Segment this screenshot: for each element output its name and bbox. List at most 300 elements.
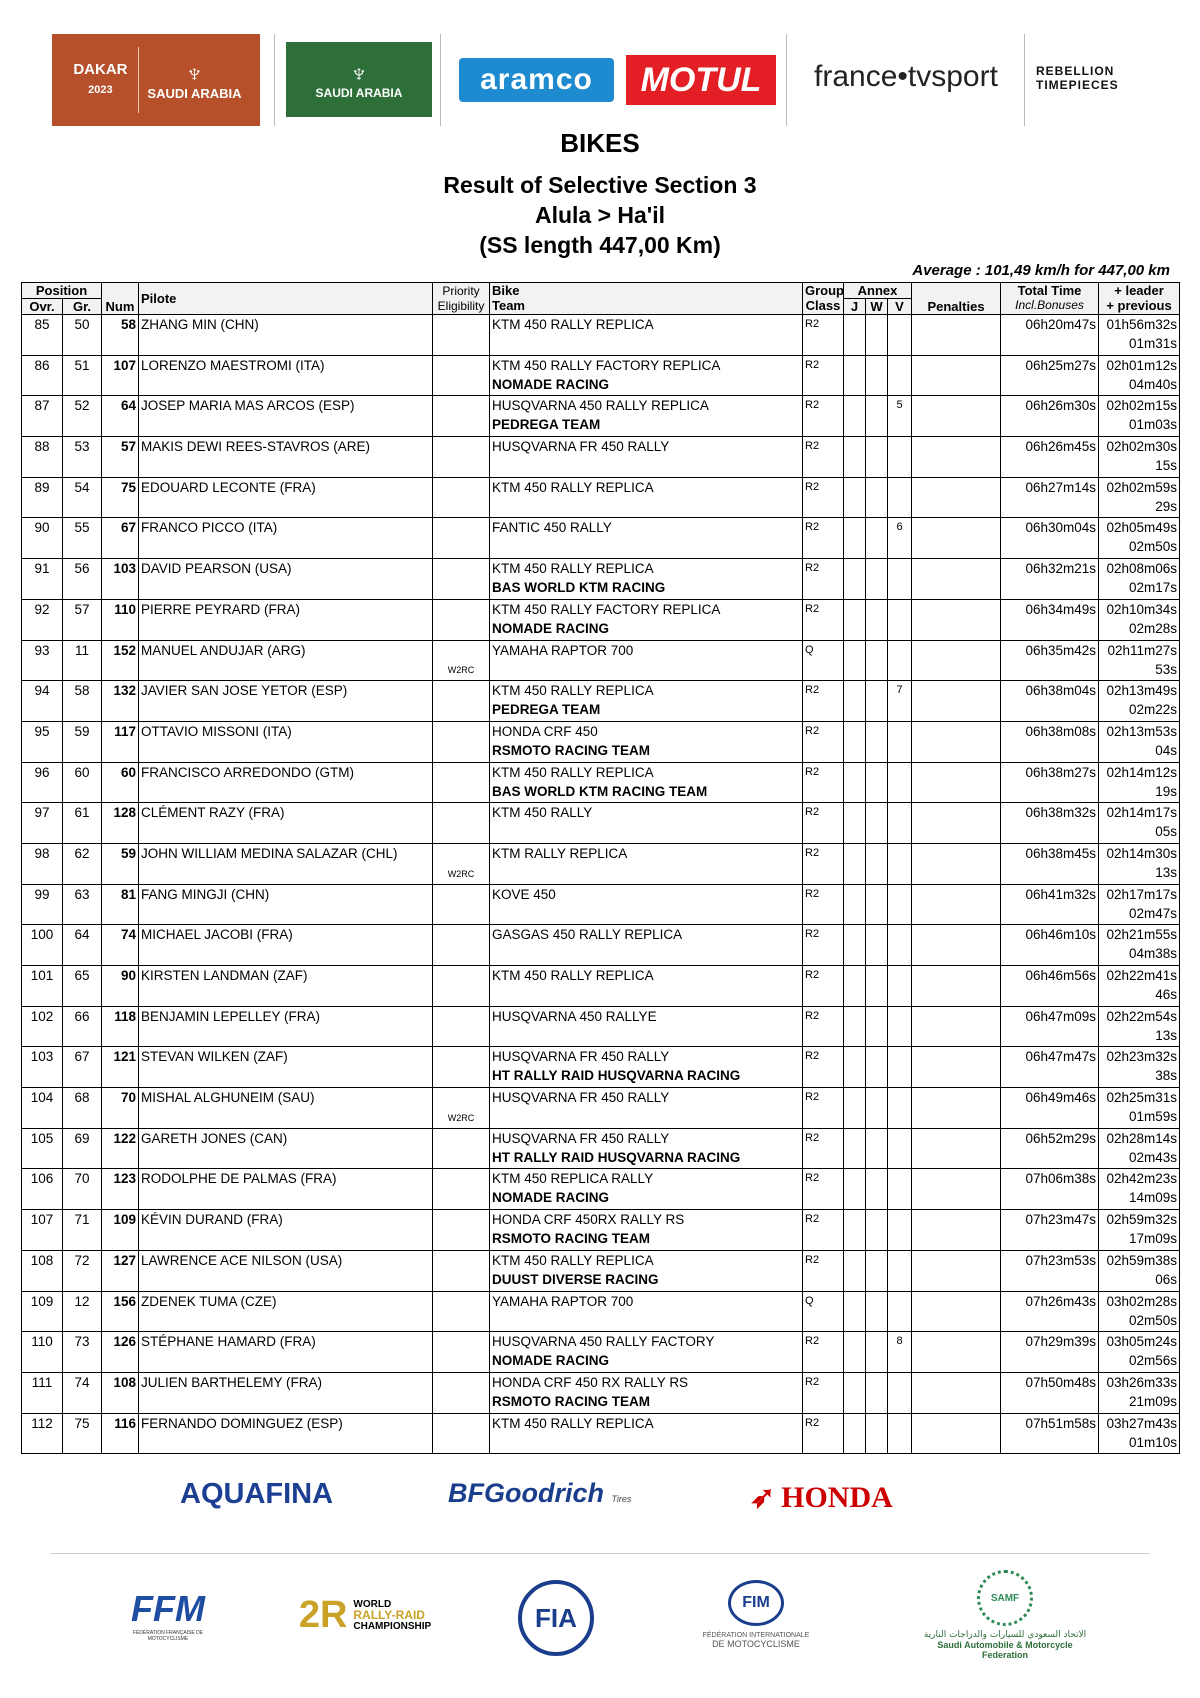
cell-annex-v xyxy=(888,1372,912,1413)
col-total-label: Total Time xyxy=(1017,283,1082,298)
cell-annex-j xyxy=(844,640,866,681)
bike-name: KTM 450 RALLY REPLICA xyxy=(492,1415,654,1431)
cell-pilote: EDOUARD LECONTE (FRA) xyxy=(139,477,433,518)
cell-annex-j xyxy=(844,315,866,356)
cell-class: R2 xyxy=(803,1250,844,1291)
cell-num: 108 xyxy=(102,1372,139,1413)
cell-gr: 59 xyxy=(63,721,102,762)
table-row xyxy=(22,721,1180,762)
bike-name: HONDA CRF 450RX RALLY RS xyxy=(492,1212,685,1228)
team-name: HT RALLY RAID HUSQVARNA RACING xyxy=(492,1149,741,1165)
cell-penalties xyxy=(912,1169,1001,1210)
col-priority: Priority Eligibility xyxy=(433,283,490,315)
cell-gaps xyxy=(1099,966,1180,1007)
cell-gaps xyxy=(1099,518,1180,559)
cell-gr: 70 xyxy=(63,1169,102,1210)
cell-num: 57 xyxy=(102,437,139,478)
cell-annex-j xyxy=(844,1372,866,1413)
bike-name: KTM 450 RALLY REPLICA xyxy=(492,317,654,332)
cell-annex-j xyxy=(844,1169,866,1210)
cell-ovr: 96 xyxy=(22,762,63,803)
cell-ovr: 97 xyxy=(22,803,63,844)
gap-leader: 03h05m24s xyxy=(1106,1334,1178,1350)
cell-annex-w xyxy=(866,1291,888,1332)
table-row xyxy=(22,559,1180,600)
cell-ovr: 99 xyxy=(22,884,63,925)
cell-gr: 61 xyxy=(63,803,102,844)
cell-gaps xyxy=(1099,884,1180,925)
cell-total-time: 06h26m45s xyxy=(1001,437,1099,478)
cell-class: R2 xyxy=(803,315,844,356)
cell-priority xyxy=(433,1047,490,1088)
table-row xyxy=(22,925,1180,966)
cell-gaps xyxy=(1099,559,1180,600)
col-bike: Bike xyxy=(492,283,520,298)
cell-class: R2 xyxy=(803,721,844,762)
cell-pilote: FANG MINGJI (CHN) xyxy=(139,884,433,925)
bike-name: HUSQVARNA 450 RALLY FACTORY xyxy=(492,1334,715,1350)
cell-annex-w xyxy=(866,681,888,722)
gap-leader: 02h28m14s xyxy=(1106,1130,1178,1146)
cell-ovr: 100 xyxy=(22,925,63,966)
bike-name: KTM 450 RALLY REPLICA xyxy=(492,561,654,577)
cell-bike-team xyxy=(490,762,803,803)
ffm-mark: FFM xyxy=(131,1588,205,1629)
table-row xyxy=(22,599,1180,640)
cell-class: R2 xyxy=(803,762,844,803)
gap-leader: 02h17m17s xyxy=(1106,886,1178,902)
gap-leader: 02h01m12s xyxy=(1106,357,1178,373)
cell-gaps xyxy=(1099,315,1180,356)
col-annex-v: V xyxy=(888,299,912,315)
motul-logo: MOTUL xyxy=(626,55,776,105)
gap-previous: 02m28s xyxy=(1128,620,1178,636)
col-ovr: Ovr. xyxy=(22,299,63,315)
dakar-year: 2023 xyxy=(88,84,113,96)
table-row xyxy=(22,640,1180,681)
cell-gaps xyxy=(1099,640,1180,681)
cell-annex-j xyxy=(844,1291,866,1332)
cell-total-time: 07h51m58s xyxy=(1001,1413,1099,1454)
cell-total-time: 07h29m39s xyxy=(1001,1332,1099,1373)
table-row xyxy=(22,477,1180,518)
cell-pilote: MANUEL ANDUJAR (ARG) xyxy=(139,640,433,681)
cell-ovr: 88 xyxy=(22,437,63,478)
cell-penalties xyxy=(912,437,1001,478)
cell-class: R2 xyxy=(803,966,844,1007)
cell-gr: 74 xyxy=(63,1372,102,1413)
gap-previous: 01m03s xyxy=(1128,417,1178,433)
cell-class: Q xyxy=(803,1291,844,1332)
cell-gaps xyxy=(1099,1169,1180,1210)
cell-annex-v: 6 xyxy=(888,518,912,559)
cell-num: 118 xyxy=(102,1006,139,1047)
cell-gr: 68 xyxy=(63,1088,102,1129)
cell-ovr: 98 xyxy=(22,843,63,884)
col-total-time xyxy=(1001,283,1099,315)
cell-annex-w xyxy=(866,1372,888,1413)
cell-annex-j xyxy=(844,437,866,478)
cell-pilote: GARETH JONES (CAN) xyxy=(139,1128,433,1169)
cell-bike-team xyxy=(490,396,803,437)
team-name: PEDREGA TEAM xyxy=(492,702,601,718)
cell-priority xyxy=(433,1372,490,1413)
table-row xyxy=(22,803,1180,844)
cell-bike-team xyxy=(490,843,803,884)
cell-priority xyxy=(433,925,490,966)
cell-gr: 73 xyxy=(63,1332,102,1373)
cell-num: 128 xyxy=(102,803,139,844)
cell-annex-w xyxy=(866,437,888,478)
cell-total-time: 06h41m32s xyxy=(1001,884,1099,925)
bike-name: YAMAHA RAPTOR 700 xyxy=(492,642,634,658)
honda-wing-icon: ➶ xyxy=(750,1481,776,1514)
cell-class: R2 xyxy=(803,559,844,600)
cell-penalties xyxy=(912,843,1001,884)
table-row xyxy=(22,966,1180,1007)
cell-gr: 64 xyxy=(63,925,102,966)
cell-class: R2 xyxy=(803,1169,844,1210)
cell-gaps xyxy=(1099,681,1180,722)
cell-class: R2 xyxy=(803,1332,844,1373)
cell-priority xyxy=(433,762,490,803)
gap-leader: 02h13m49s xyxy=(1106,683,1178,699)
cell-total-time: 07h23m53s xyxy=(1001,1250,1099,1291)
cell-bike-team xyxy=(490,884,803,925)
cell-bike-team xyxy=(490,599,803,640)
cell-annex-w xyxy=(866,640,888,681)
cell-penalties xyxy=(912,1291,1001,1332)
header-separator xyxy=(786,34,787,126)
cell-gr: 51 xyxy=(63,355,102,396)
cell-total-time: 06h26m30s xyxy=(1001,396,1099,437)
cell-annex-w xyxy=(866,518,888,559)
cell-ovr: 105 xyxy=(22,1128,63,1169)
bfgoodrich-logo xyxy=(448,1478,631,1509)
gap-leader: 02h22m54s xyxy=(1106,1008,1178,1024)
cell-total-time: 06h32m21s xyxy=(1001,559,1099,600)
cell-pilote: JOSEP MARIA MAS ARCOS (ESP) xyxy=(139,396,433,437)
cell-total-time: 06h38m32s xyxy=(1001,803,1099,844)
cell-num: 121 xyxy=(102,1047,139,1088)
cell-pilote: JOHN WILLIAM MEDINA SALAZAR (CHL) xyxy=(139,843,433,884)
col-leader: + leader xyxy=(1114,283,1164,298)
aquafina-logo: AQUAFINA xyxy=(180,1478,334,1510)
cell-annex-v xyxy=(888,1169,912,1210)
cell-pilote: MICHAEL JACOBI (FRA) xyxy=(139,925,433,966)
col-gr: Gr. xyxy=(63,299,102,315)
cell-bike-team xyxy=(490,355,803,396)
gap-previous: 04m40s xyxy=(1128,376,1178,392)
team-name: BAS WORLD KTM RACING TEAM xyxy=(492,783,708,799)
rebellion-logo: REBELLION TIMEPIECES xyxy=(1036,64,1119,92)
dakar-mark xyxy=(70,62,130,98)
cell-annex-j xyxy=(844,803,866,844)
cell-bike-team xyxy=(490,640,803,681)
gap-leader: 02h14m12s xyxy=(1106,764,1178,780)
col-gaps xyxy=(1099,283,1180,315)
aramco-logo: aramco xyxy=(459,58,614,102)
col-annex-w: W xyxy=(866,299,888,315)
cell-annex-j xyxy=(844,925,866,966)
cell-gaps xyxy=(1099,1047,1180,1088)
gap-previous: 13s xyxy=(1155,864,1178,880)
cell-gaps xyxy=(1099,437,1180,478)
bike-name: KTM 450 RALLY REPLICA xyxy=(492,764,654,780)
cell-class: R2 xyxy=(803,803,844,844)
cell-annex-j xyxy=(844,1413,866,1454)
cell-pilote: RODOLPHE DE PALMAS (FRA) xyxy=(139,1169,433,1210)
cell-num: 75 xyxy=(102,477,139,518)
cell-pilote: LORENZO MAESTROMI (ITA) xyxy=(139,355,433,396)
gap-previous: 06s xyxy=(1155,1271,1178,1287)
gap-previous: 02m56s xyxy=(1128,1353,1178,1369)
cell-bike-team xyxy=(490,966,803,1007)
cell-gaps xyxy=(1099,1128,1180,1169)
table-row xyxy=(22,437,1180,478)
cell-penalties xyxy=(912,355,1001,396)
gap-leader: 02h08m06s xyxy=(1106,561,1178,577)
cell-ovr: 94 xyxy=(22,681,63,722)
gap-previous: 15s xyxy=(1155,458,1178,474)
samf-emblem: SAMF xyxy=(977,1570,1033,1626)
team-name: RSMOTO RACING TEAM xyxy=(492,1393,650,1409)
samf-english: Saudi Automobile & Motorcycle Federation xyxy=(937,1640,1073,1660)
cell-penalties xyxy=(912,1006,1001,1047)
cell-gaps xyxy=(1099,1210,1180,1251)
cell-bike-team xyxy=(490,1128,803,1169)
cell-penalties xyxy=(912,1372,1001,1413)
table-row xyxy=(22,1169,1180,1210)
cell-pilote: STÉPHANE HAMARD (FRA) xyxy=(139,1332,433,1373)
table-row xyxy=(22,1291,1180,1332)
cell-annex-v: 8 xyxy=(888,1332,912,1373)
cell-priority xyxy=(433,1332,490,1373)
cell-bike-team xyxy=(490,518,803,559)
average-speed: Average : 101,49 km/h for 447,00 km xyxy=(912,262,1170,279)
cell-pilote: MAKIS DEWI REES-STAVROS (ARE) xyxy=(139,437,433,478)
cell-num: 123 xyxy=(102,1169,139,1210)
team-name: RSMOTO RACING TEAM xyxy=(492,742,650,758)
cell-pilote: DAVID PEARSON (USA) xyxy=(139,559,433,600)
cell-pilote: ZHANG MIN (CHN) xyxy=(139,315,433,356)
cell-num: 64 xyxy=(102,396,139,437)
cell-ovr: 93 xyxy=(22,640,63,681)
cell-annex-v xyxy=(888,355,912,396)
cell-num: 110 xyxy=(102,599,139,640)
team-name: NOMADE RACING xyxy=(492,1353,609,1369)
cell-class: R2 xyxy=(803,1047,844,1088)
table-row xyxy=(22,518,1180,559)
cell-annex-w xyxy=(866,315,888,356)
cell-class: R2 xyxy=(803,843,844,884)
cell-bike-team xyxy=(490,1372,803,1413)
cell-priority xyxy=(433,559,490,600)
cell-bike-team xyxy=(490,1413,803,1454)
cell-ovr: 102 xyxy=(22,1006,63,1047)
dakar-divider xyxy=(138,47,139,113)
cell-gaps xyxy=(1099,925,1180,966)
cell-gr: 65 xyxy=(63,966,102,1007)
cell-bike-team xyxy=(490,803,803,844)
cell-priority xyxy=(433,1413,490,1454)
cell-gr: 69 xyxy=(63,1128,102,1169)
cell-annex-j xyxy=(844,559,866,600)
col-penalties: Penalties xyxy=(912,283,1001,315)
col-annex: Annex xyxy=(844,283,912,299)
cell-annex-j xyxy=(844,518,866,559)
table-row xyxy=(22,1250,1180,1291)
team-name: BAS WORLD KTM RACING xyxy=(492,580,666,596)
dakar-saudi-logo xyxy=(52,34,260,126)
team-name: DUUST DIVERSE RACING xyxy=(492,1271,659,1287)
cell-annex-w xyxy=(866,803,888,844)
bike-name: KOVE 450 xyxy=(492,886,556,902)
gap-previous: 02m50s xyxy=(1128,539,1178,555)
gap-previous: 19s xyxy=(1155,783,1178,799)
cell-annex-v xyxy=(888,1006,912,1047)
cell-ovr: 85 xyxy=(22,315,63,356)
cell-ovr: 104 xyxy=(22,1088,63,1129)
cell-priority xyxy=(433,477,490,518)
cell-gr: 71 xyxy=(63,1210,102,1251)
gap-leader: 02h42m23s xyxy=(1106,1171,1178,1187)
table-row xyxy=(22,1372,1180,1413)
w2rc-line3: CHAMPIONSHIP xyxy=(353,1620,432,1632)
cell-bike-team xyxy=(490,1169,803,1210)
cell-penalties xyxy=(912,1250,1001,1291)
cell-bike-team xyxy=(490,1332,803,1373)
cell-pilote: STEVAN WILKEN (ZAF) xyxy=(139,1047,433,1088)
cell-class: R2 xyxy=(803,1413,844,1454)
fim-logo xyxy=(686,1574,826,1654)
cell-annex-v xyxy=(888,1047,912,1088)
cell-annex-j xyxy=(844,843,866,884)
cell-gaps xyxy=(1099,721,1180,762)
bike-name: HUSQVARNA FR 450 RALLY xyxy=(492,1090,670,1106)
cell-annex-j xyxy=(844,966,866,1007)
bike-name: YAMAHA RAPTOR 700 xyxy=(492,1293,634,1309)
cell-gr: 58 xyxy=(63,681,102,722)
cell-num: 132 xyxy=(102,681,139,722)
cell-bike-team xyxy=(490,1006,803,1047)
cell-penalties xyxy=(912,721,1001,762)
cell-annex-w xyxy=(866,1250,888,1291)
cell-pilote: FRANCISCO ARREDONDO (GTM) xyxy=(139,762,433,803)
gap-previous: 02m17s xyxy=(1128,580,1178,596)
gap-leader: 02h59m32s xyxy=(1106,1212,1178,1228)
cell-ovr: 109 xyxy=(22,1291,63,1332)
cell-annex-w xyxy=(866,1210,888,1251)
dakar-country-label: SAUDI ARABIA xyxy=(147,85,242,101)
cell-gr: 63 xyxy=(63,884,102,925)
gap-leader: 02h22m41s xyxy=(1106,968,1178,983)
cell-class: R2 xyxy=(803,925,844,966)
bike-name: HUSQVARNA 450 RALLYE xyxy=(492,1008,657,1024)
gap-leader: 02h21m55s xyxy=(1106,927,1178,943)
cell-bike-team xyxy=(490,1250,803,1291)
cell-penalties xyxy=(912,396,1001,437)
gap-previous: 13s xyxy=(1155,1027,1178,1043)
cell-gaps xyxy=(1099,1372,1180,1413)
cell-num: 116 xyxy=(102,1413,139,1454)
cell-priority xyxy=(433,803,490,844)
cell-annex-j xyxy=(844,681,866,722)
gap-previous: 01m59s xyxy=(1128,1109,1178,1125)
cell-annex-j xyxy=(844,1128,866,1169)
cell-bike-team xyxy=(490,1047,803,1088)
gap-leader: 02h59m38s xyxy=(1106,1252,1178,1268)
cell-annex-w xyxy=(866,559,888,600)
cell-total-time: 07h06m38s xyxy=(1001,1169,1099,1210)
cell-class: R2 xyxy=(803,884,844,925)
cell-priority xyxy=(433,599,490,640)
cell-total-time: 06h38m08s xyxy=(1001,721,1099,762)
cell-annex-v xyxy=(888,640,912,681)
cell-priority: W2RC xyxy=(433,843,490,884)
cell-ovr: 112 xyxy=(22,1413,63,1454)
cell-num: 122 xyxy=(102,1128,139,1169)
cell-gr: 54 xyxy=(63,477,102,518)
cell-priority xyxy=(433,1250,490,1291)
bike-name: HUSQVARNA FR 450 RALLY xyxy=(492,1049,670,1065)
palm-icon: ♆ xyxy=(349,57,369,88)
cell-annex-w xyxy=(866,1006,888,1047)
cell-priority xyxy=(433,315,490,356)
cell-pilote: FERNANDO DOMINGUEZ (ESP) xyxy=(139,1413,433,1454)
cell-annex-j xyxy=(844,721,866,762)
cell-penalties xyxy=(912,1332,1001,1373)
table-row xyxy=(22,762,1180,803)
cell-ovr: 91 xyxy=(22,559,63,600)
cell-gaps xyxy=(1099,762,1180,803)
cell-bike-team xyxy=(490,721,803,762)
cell-bike-team xyxy=(490,1210,803,1251)
team-name: HT RALLY RAID HUSQVARNA RACING xyxy=(492,1068,741,1084)
fim-emblem: FIM xyxy=(728,1580,784,1626)
samf-arabic: الاتحاد السعودي للسيارات والدراجات النارية xyxy=(923,1630,1087,1640)
cell-priority xyxy=(433,884,490,925)
cell-annex-w xyxy=(866,396,888,437)
cell-bike-team xyxy=(490,681,803,722)
cell-penalties xyxy=(912,762,1001,803)
cell-total-time: 06h47m47s xyxy=(1001,1047,1099,1088)
cell-gaps xyxy=(1099,843,1180,884)
table-row xyxy=(22,884,1180,925)
cell-annex-j xyxy=(844,1006,866,1047)
saudi-label: SAUDI ARABIA xyxy=(315,85,403,100)
cell-annex-j xyxy=(844,884,866,925)
cell-gr: 75 xyxy=(63,1413,102,1454)
cell-annex-v xyxy=(888,477,912,518)
cell-total-time: 06h52m29s xyxy=(1001,1128,1099,1169)
gap-leader: 03h27m43s xyxy=(1106,1415,1178,1431)
cell-gaps xyxy=(1099,1332,1180,1373)
gap-leader: 02h13m53s xyxy=(1106,723,1178,739)
cell-ovr: 103 xyxy=(22,1047,63,1088)
gap-previous: 04s xyxy=(1155,742,1178,758)
cell-annex-v xyxy=(888,843,912,884)
cell-annex-w xyxy=(866,599,888,640)
cell-gaps xyxy=(1099,1250,1180,1291)
cell-priority: W2RC xyxy=(433,640,490,681)
bike-name: KTM 450 RALLY REPLICA xyxy=(492,479,654,495)
cell-annex-v xyxy=(888,1250,912,1291)
gap-leader: 02h05m49s xyxy=(1106,520,1178,536)
cell-gaps xyxy=(1099,599,1180,640)
cell-total-time: 06h25m27s xyxy=(1001,355,1099,396)
footer-divider xyxy=(50,1553,1150,1554)
